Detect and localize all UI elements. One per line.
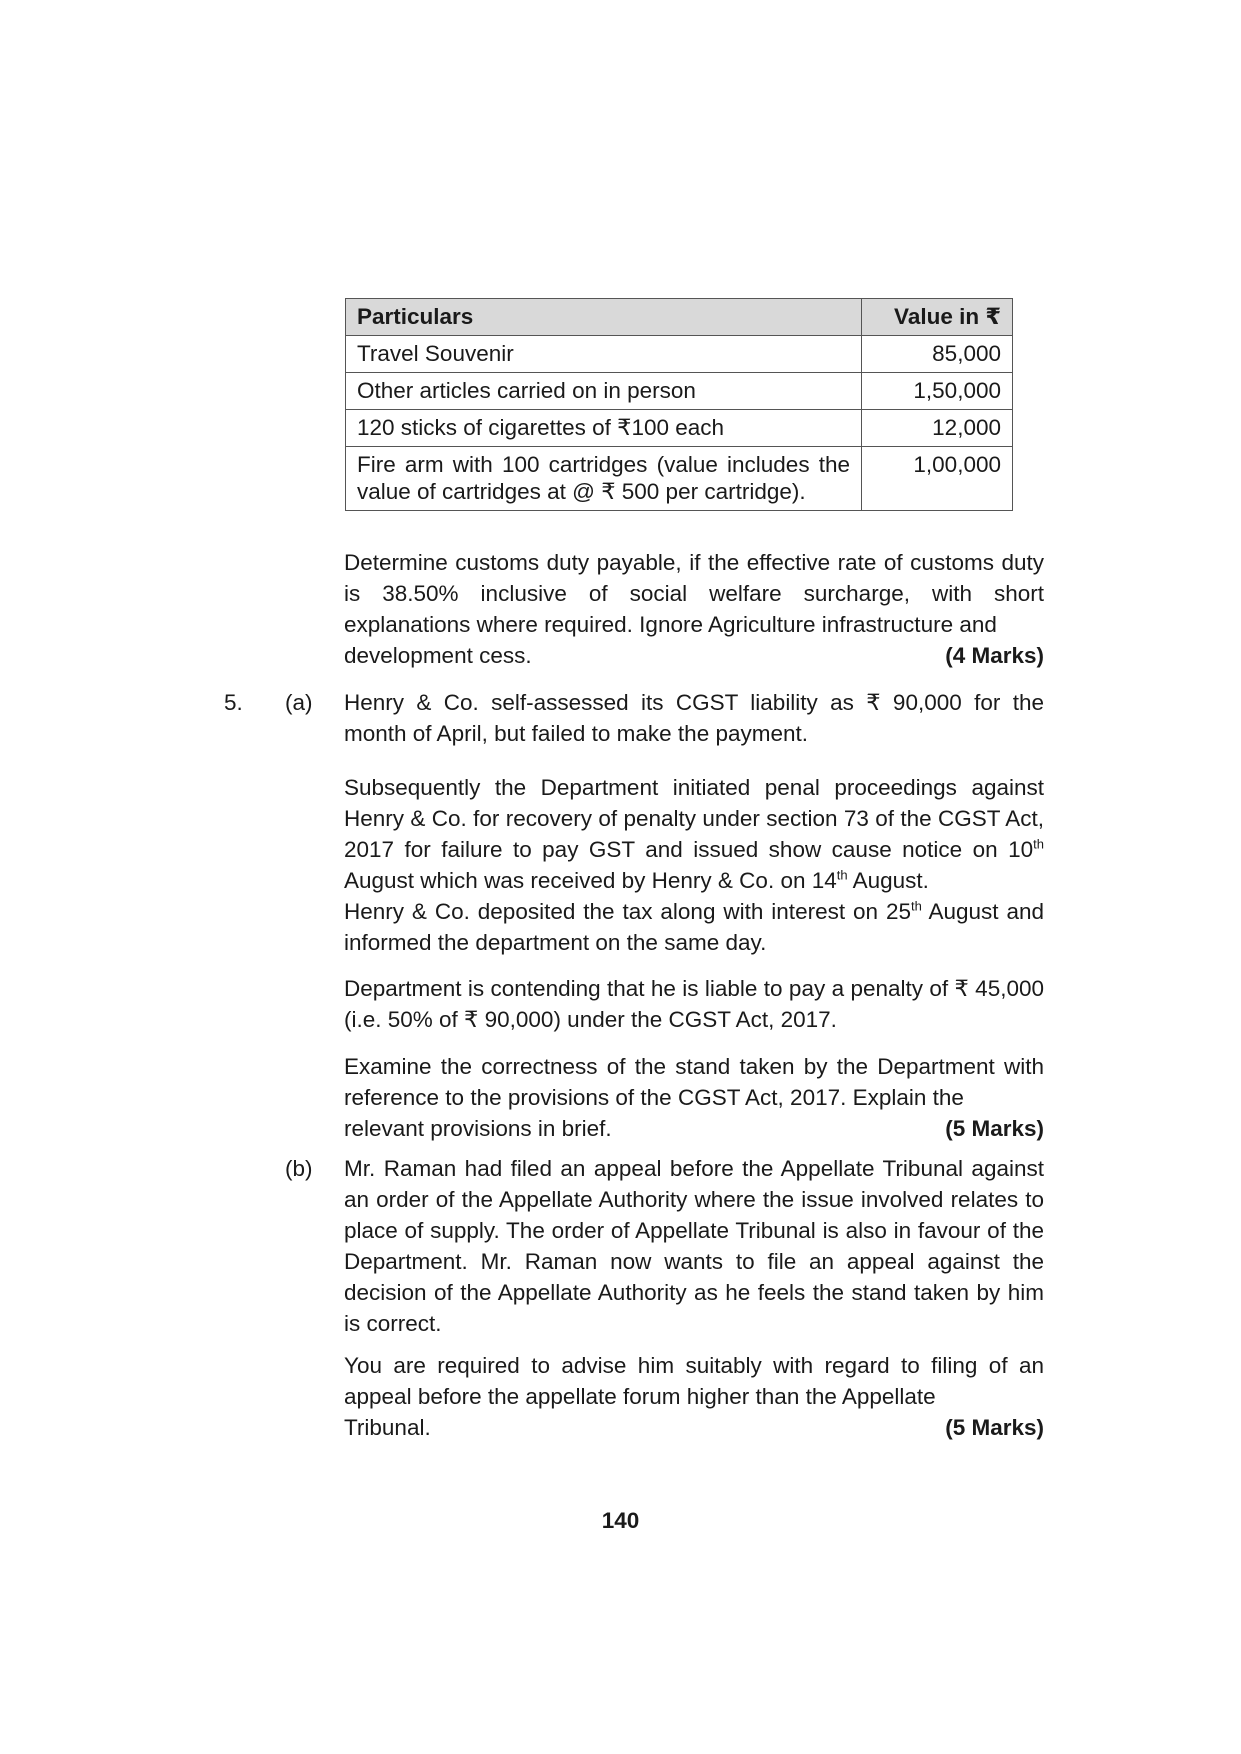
q5a-paragraph-5 [344, 1051, 1044, 1144]
q4-instruction [344, 547, 1044, 671]
table-row [346, 410, 1013, 447]
q5b-p2-text: You are required to advise him suitably with regard to filing of an appeal before the appellate forum higher than the Appellate [344, 1353, 1044, 1409]
table-cell-particulars: Fire arm with 100 cartridges (value includes the value of cartridges at @ ₹ 500 per cartridge). [346, 447, 862, 511]
q5a-p2-text: August which was received by Henry & Co. on 14 [344, 868, 837, 893]
q5a-p3-text: Henry & Co. deposited the tax along with interest on 25 [344, 899, 911, 924]
q5a-paragraph-4: Department is contending that he is liable to pay a penalty of ₹ 45,000 (i.e. 50% of ₹ 90,000) under the CGST Act, 2017. [344, 976, 1044, 1032]
table-cell-particulars: Travel Souvenir [346, 336, 862, 373]
particulars-table [345, 298, 1013, 511]
ordinal-suffix: th [836, 867, 848, 883]
ordinal-suffix: th [910, 898, 922, 914]
subquestion-label-a: (a) [285, 690, 313, 715]
q5a-p3-text: August and informed the department on the same day. [344, 899, 1044, 955]
q5a-p5-text: Examine the correctness of the stand taken by the Department with reference to the provisions of the CGST Act, 2017. Explain the [344, 1054, 1044, 1110]
q5b-marks: (5 Marks) [945, 1415, 1044, 1440]
question-number: 5. [224, 690, 243, 715]
page-number: 140 [601, 1508, 640, 1533]
q5a-p2-text: Subsequently the Department initiated penal proceedings against Henry & Co. for recovery of penalty under section 73 of the CGST Act, 2017 for failure to pay GST and issued show cause notice on 10 [344, 775, 1044, 862]
q5a-marks: (5 Marks) [945, 1116, 1044, 1141]
q5b-paragraph-2 [344, 1350, 1044, 1443]
q5b-marks-line [344, 1412, 1044, 1443]
table-cell-value: 12,000 [862, 410, 1013, 447]
table-header-row [346, 299, 1013, 336]
table-row [346, 447, 1013, 511]
q5b-p2-last-line: Tribunal. [344, 1415, 431, 1440]
q5a-marks-line [344, 1113, 1044, 1144]
q5a-p2-text: August. [847, 868, 929, 893]
q4-instruction-last-line: development cess. [344, 643, 532, 668]
q4-instruction-text: Determine customs duty payable, if the effective rate of customs duty is 38.50% inclusive of social welfare surcharge, with short explanations where required. Ignore Agriculture infrastructure and [344, 550, 1044, 637]
q5b-paragraph-1: Mr. Raman had filed an appeal before the Appellate Tribunal against an order of the Appellate Authority where the issue involved relates to place of supply. The order of Appellate Tribunal is also in favour of the Department. Mr. Raman now wants to file an appeal against the decision of the Appellate Authority as he feels the stand taken by him is correct. [344, 1156, 1044, 1336]
q4-marks-line [344, 640, 1044, 671]
table-cell-particulars: Other articles carried on in person [346, 373, 862, 410]
table-cell-particulars: 120 sticks of cigarettes of ₹100 each [346, 410, 862, 447]
ordinal-suffix: th [1033, 836, 1044, 852]
table-row [346, 336, 1013, 373]
table-header-value: Value in ₹ [862, 299, 1013, 336]
table-row [346, 373, 1013, 410]
subquestion-label-b: (b) [285, 1156, 313, 1181]
table-cell-value: 1,50,000 [862, 373, 1013, 410]
table-cell-value: 85,000 [862, 336, 1013, 373]
q4-marks: (4 Marks) [945, 643, 1044, 668]
q5a-paragraph-2 [344, 772, 1044, 896]
q5a-paragraph-1: Henry & Co. self-assessed its CGST liability as ₹ 90,000 for the month of April, but failed to make the payment. [344, 690, 1044, 746]
q5a-p5-last-line: relevant provisions in brief. [344, 1116, 612, 1141]
q5a-paragraph-3 [344, 896, 1044, 958]
table-cell-value: 1,00,000 [862, 447, 1013, 511]
table-header-particulars: Particulars [346, 299, 862, 336]
